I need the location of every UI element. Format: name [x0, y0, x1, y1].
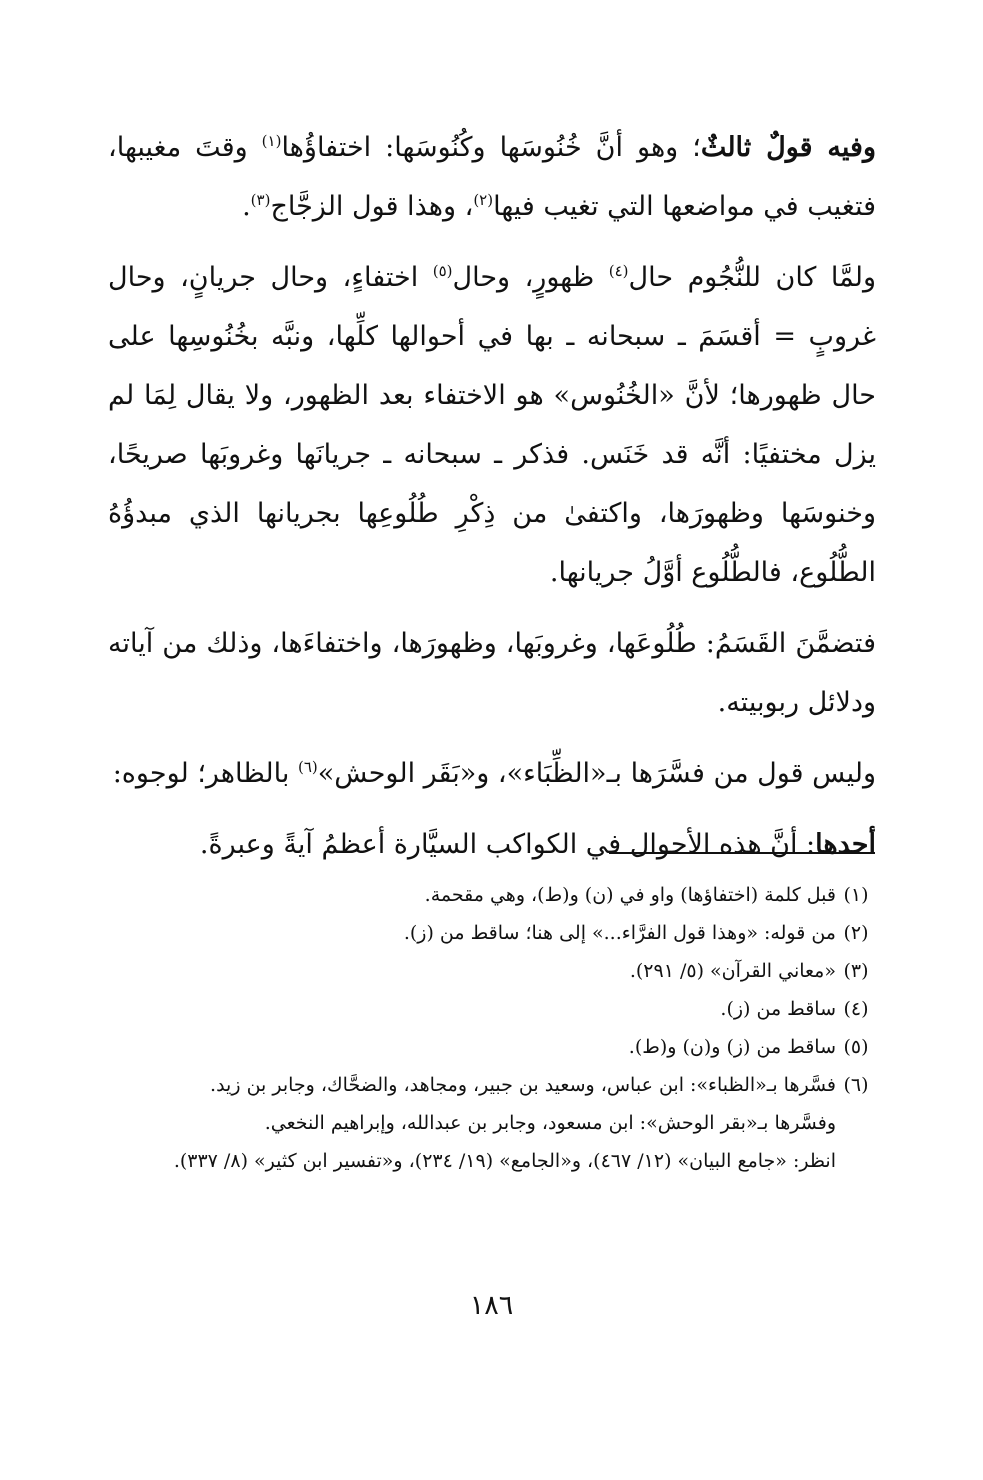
- footnote-ref[interactable]: (٣): [250, 191, 271, 209]
- footnote-ref[interactable]: (٦): [297, 758, 318, 776]
- footnote-number: (٤): [843, 998, 869, 1020]
- footnote-item: [108, 1066, 876, 1104]
- footnotes-section: [108, 876, 876, 1180]
- footnote-number: (٣): [843, 960, 869, 982]
- footnote-text: «معاني القرآن» (٥/ ٢٩١).: [629, 960, 836, 982]
- paragraph-3: فتضمَّنَ القَسَمُ: طُلُوعَها، وغروبَها، وظهورَها، واختفاءَها، وذلك من آياته ودلائل ربوبيته.: [108, 628, 876, 718]
- footnote-ref[interactable]: (٢): [473, 191, 494, 209]
- footnote-item: [108, 914, 876, 952]
- paragraph-1: [108, 118, 876, 236]
- footnote-item: [108, 990, 876, 1028]
- footnote-text: فسَّرها بـ«الظباء»: ابن عباس، وسعيد بن جبير، ومجاهد، والضحَّاك، وجابر بن زيد.: [210, 1074, 836, 1096]
- footnote-ref[interactable]: (٥): [432, 262, 453, 280]
- text-span: ظهورٍ، وحال: [452, 262, 609, 293]
- text-span: اختفاءٍ، وحال جريانٍ، وحال غروبٍ = أقسَمَ ـ سبحانه ـ بها في أحوالها كلِّها، ونبَّه بخُنُوسِها على حال ظهورها؛ لأنَّ «الخُنُوس» هو الاختفاء بعد الظهور، ولا يقال لِمَا لم يزل مختفيًا: أنَّه قد خَنَس. فذكر ـ سبحانه ـ جريانَها وغروبَها صريحًا، وخنوسَها وظهورَها، واكتفىٰ من ذِكْرِ طُلُوعِها بجريانها الذي مبدؤُهُ الطُّلُوع، فالطُّلُوع أوَّلُ جريانها.: [108, 262, 876, 588]
- footnote-text: ساقط من (ز).: [720, 998, 836, 1020]
- text-span: وليس قول من فسَّرَها بـ«الظِّبَاء»، و«بَقَر الوحش»: [317, 758, 876, 789]
- paragraph-2: [108, 248, 876, 602]
- paragraph-4: [108, 744, 876, 803]
- paragraph-5: [108, 815, 876, 874]
- footnote-divider: [609, 852, 875, 854]
- footnote-number: (٥): [843, 1036, 869, 1058]
- footnote-ref[interactable]: (٤): [608, 262, 629, 280]
- footnote-text: من قوله: «وهذا قول الفرَّاء...» إلى هنا؛ ساقط من (ز).: [403, 922, 836, 944]
- footnote-number: (٦): [843, 1074, 869, 1096]
- footnote-item: [108, 952, 876, 990]
- footnote-item: [108, 876, 876, 914]
- footnote-continuation: انظر: «جامع البيان» (١٢/ ٤٦٧)، و«الجامع» (١٩/ ٢٣٤)، و«تفسير ابن كثير» (٨/ ٣٣٧).: [173, 1150, 836, 1172]
- footnote-number: (٢): [843, 922, 869, 944]
- text-span: ؛ وهو أنَّ خُنُوسَها وكُنُوسَها: اختفاؤُها: [281, 132, 701, 163]
- text-span: : أنَّ هذه الأحوال في الكواكب السيَّارة أعظمُ آيةً وعبرةً.: [199, 829, 816, 860]
- footnote-ref[interactable]: (١): [261, 132, 282, 150]
- bold-lead: وفيه قولٌ ثالثٌ: [700, 132, 876, 163]
- bold-lead: أحدها: [815, 829, 876, 860]
- footnote-number: (١): [843, 884, 869, 906]
- text-span: ، وهذا قول الزجَّاج: [270, 191, 474, 222]
- text-span: بالظاهر؛ لوجوه:: [112, 758, 298, 789]
- footnote-continuation: وفسَّرها بـ«بقر الوحش»: ابن مسعود، وجابر بن عبدالله، وإبراهيم النخعي.: [264, 1112, 836, 1134]
- footnote-item: [108, 1028, 876, 1066]
- text-span: وقتَ مغيبها، فتغيب في مواضعها التي تغيب فيها: [108, 132, 876, 222]
- footnote-text: قبل كلمة (اختفاؤها) واو في (ن) و(ط)، وهي مقحمة.: [424, 884, 836, 906]
- page-number: ١٨٦: [469, 1290, 514, 1321]
- text-span: .: [242, 191, 251, 222]
- footnote-text: ساقط من (ز) و(ن) و(ط).: [628, 1036, 836, 1058]
- text-span: ولمَّا كان للنُّجُوم حال: [628, 262, 877, 293]
- main-text: [108, 118, 876, 886]
